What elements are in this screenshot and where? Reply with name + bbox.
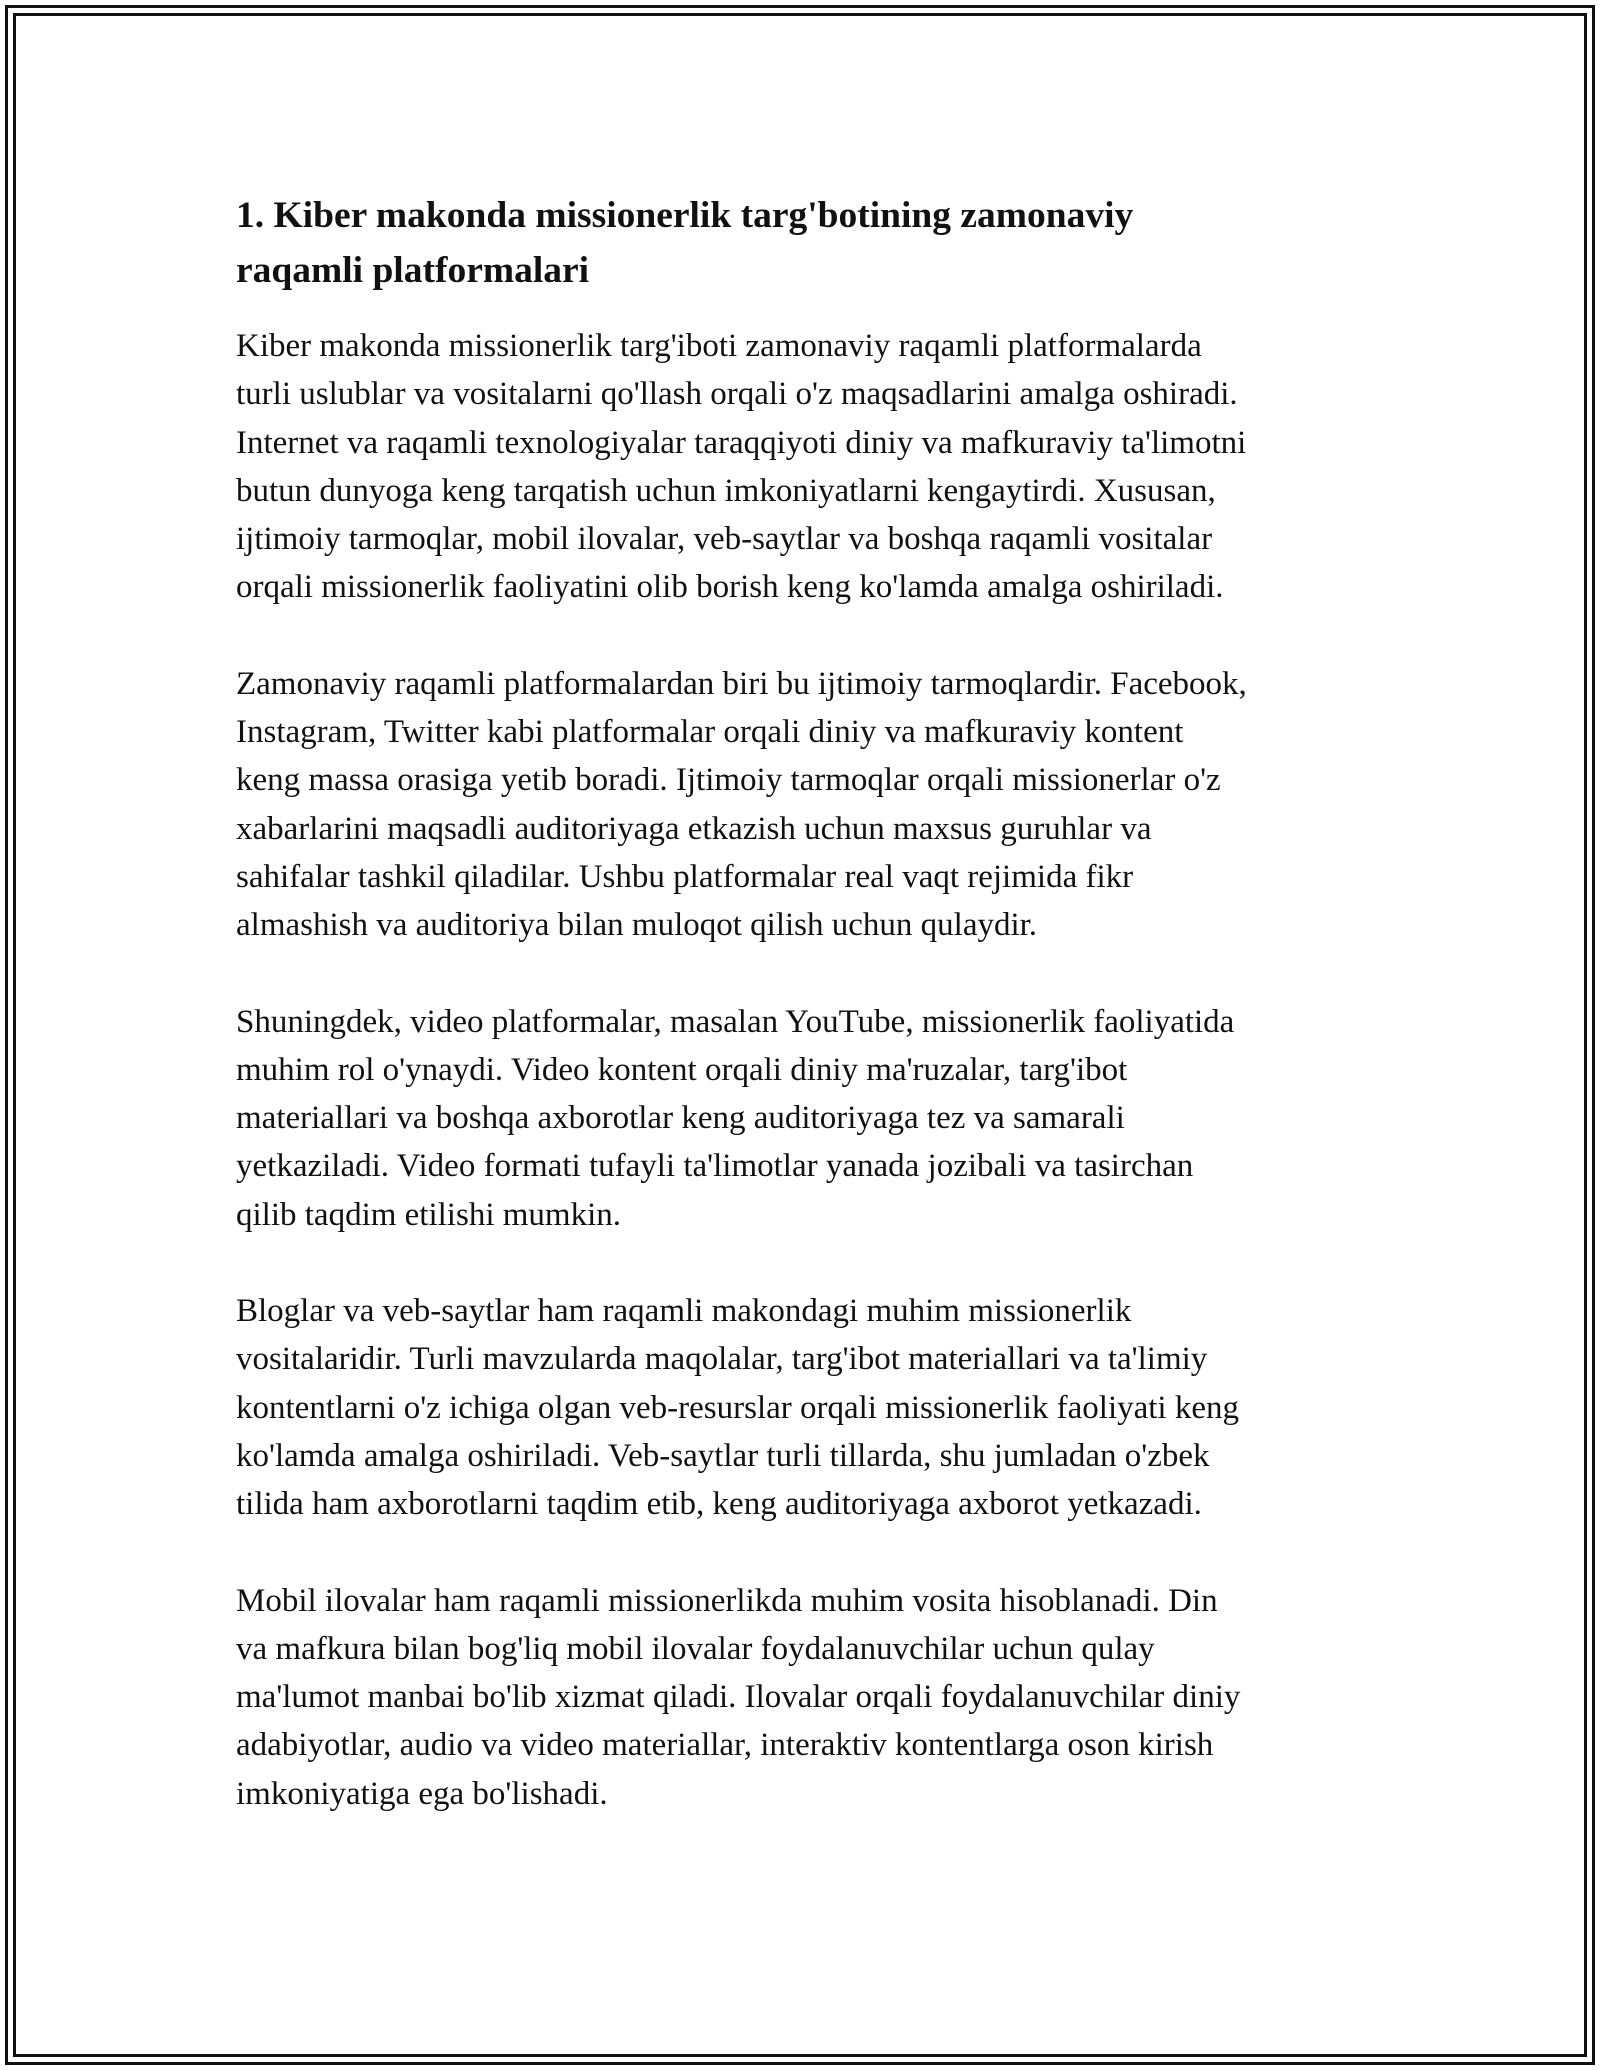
paragraph-video-platforms: Shuningdek, video platformalar, masalan YouTube, missionerlik faoliyatida muhim rol o'ynaydi. Video kontent orqali diniy ma'ruzalar, targ'ibot materiallari va boshqa axborotlar keng auditoriyaga tez va samarali yetkaziladi. Video formati tufayli ta'limotlar yanada jozibali va tasirchan qilib taqdim etilishi mumkin. (236, 1003, 1235, 1233)
document-body (236, 188, 1376, 1866)
paragraph-social-networks: Zamonaviy raqamli platformalardan biri bu ijtimoiy tarmoqlardir. Facebook, Instagram, Twitter kabi platformalar orqali diniy va mafkuraviy kontent keng massa orasiga yetib boradi. Ijtimoiy tarmoqlar orqali missionerlar o'z xabarlarini maqsadli auditoriyaga etkazish uchun maxsus guruhlar va sahifalar tashkil qiladilar. Ushbu platformalar real vaqt rejimida fikr almashish va auditoriya bilan muloqot qilish uchun qulaydir. (236, 665, 1247, 944)
paragraph-intro: Kiber makonda missionerlik targ'iboti zamonaviy raqamli platformalarda turli uslublar va vositalarni qo'llash orqali o'z maqsadlarini amalga oshiradi. Internet va raqamli texnologiyalar taraqqiyoti diniy va mafkuraviy ta'limotni butun dunyoga keng tarqatish uchun imkoniyatlarni kengaytirdi. Xususan, ijtimoiy tarmoqlar, mobil ilovalar, veb-saytlar va boshqa raqamli vositalar orqali missionerlik faoliyatini olib borish keng ko'lamda amalga oshiriladi. (236, 328, 1247, 606)
paragraph-mobile-apps: Mobil ilovalar ham raqamli missionerlikda muhim vosita hisoblanadi. Din va mafkura bilan bog'liq mobil ilovalar foydalanuvchilar uchun qulay ma'lumot manbai bo'lib xizmat qiladi. Ilovalar orqali foydalanuvchilar diniy adabiyotlar, audio va video materiallar, interaktiv kontentlarga oson kirish imkoniyatiga ega bo'lishadi. (236, 1582, 1241, 1812)
section-heading: 1. Kiber makonda missionerlik targ'botining zamonaviy raqamli platformalari (236, 195, 1134, 291)
paragraph-blogs-websites: Bloglar va veb-saytlar ham raqamli makondagi muhim missionerlik vositalaridir. Turli mavzularda maqolalar, targ'ibot materiallari va ta'limiy kontentlarni o'z ichiga olgan veb-resurslar orqali missionerlik faoliyati keng ko'lamda amalga oshiriladi. Veb-saytlar turli tillarda, shu jumladan o'zbek tilida ham axborotlarni taqdim etib, keng auditoriyaga axborot yetkazadi. (236, 1293, 1239, 1523)
